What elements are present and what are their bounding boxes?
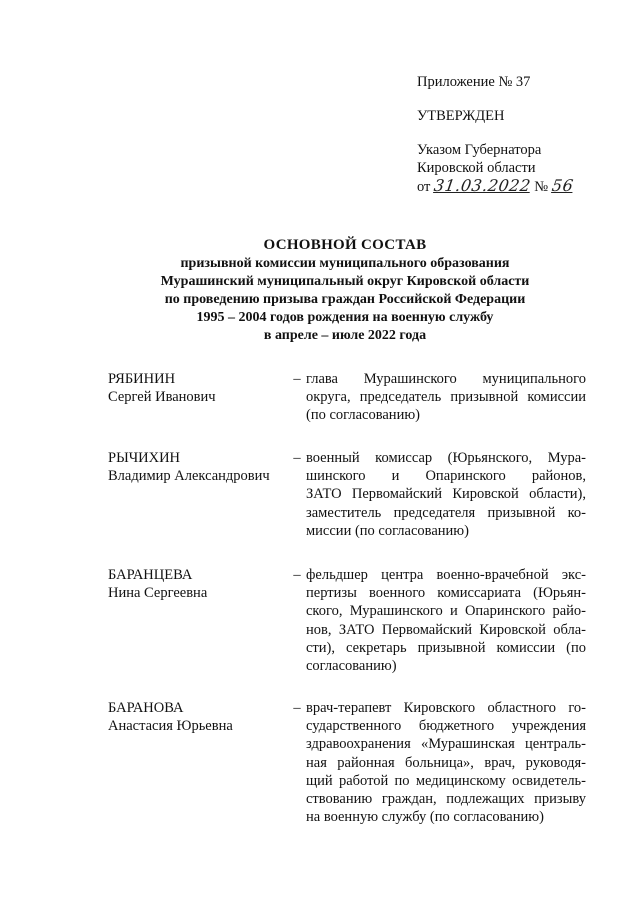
- member-dash: –: [293, 700, 301, 716]
- handwritten-date: 31.03.2022: [432, 176, 533, 195]
- member-role: [306, 449, 586, 540]
- title-line-4: 1995 – 2004 годов рождения на военную службу: [196, 310, 494, 325]
- member-given-name: Нина Сергеевна: [108, 585, 208, 602]
- member-dash: –: [293, 371, 301, 387]
- member-role: [306, 566, 586, 675]
- appendix-number: Приложение № 37: [417, 74, 531, 90]
- approval-block: [417, 73, 617, 196]
- title-line-5: в апреле – июле 2022 года: [263, 328, 427, 343]
- number-prefix: №: [534, 179, 549, 195]
- role-line: глава Мурашинского муниципального: [306, 371, 586, 387]
- role-line: на военную службу (по согласованию): [306, 809, 544, 826]
- member-given-name: Анастасия Юрьевна: [108, 718, 233, 735]
- role-line: сударственного бюджетного учреждения: [306, 718, 586, 735]
- title-main: ОСНОВНОЙ СОСТАВ: [263, 237, 427, 253]
- decree-line-1: Указом Губернатора: [417, 142, 542, 158]
- member-given-name: Владимир Александрович: [108, 468, 270, 485]
- role-line: миссии (по согласованию): [306, 522, 469, 539]
- date-prefix: от: [417, 179, 431, 195]
- role-line: ная районная больница», врач, руководя-: [306, 754, 586, 771]
- decree-date-line: [417, 177, 617, 196]
- role-line: пертизы военного комиссариата (Юрьян-: [306, 585, 586, 602]
- member-surname: РЫЧИХИН: [108, 450, 181, 466]
- role-line: нов, ЗАТО Первомайский Кировской обла-: [306, 621, 586, 638]
- role-line: ствованию граждан, подлежащих призыву: [306, 791, 586, 808]
- member-role: [306, 699, 586, 826]
- role-line: (по согласованию): [306, 407, 420, 424]
- member-dash: –: [293, 450, 301, 466]
- role-line: заместитель председателя призывной ко-: [306, 504, 586, 521]
- member-dash: –: [293, 567, 301, 583]
- role-line: согласованию): [306, 658, 397, 675]
- member-name: [108, 566, 293, 602]
- member-surname: БАРАНОВА: [108, 700, 184, 716]
- role-line: врач-терапевт Кировского областного го-: [306, 700, 586, 716]
- member-name: [108, 699, 293, 735]
- role-line: ЗАТО Первомайский Кировской области),: [306, 486, 586, 503]
- approved-stamp-text: УТВЕРЖДЕН: [417, 108, 505, 124]
- role-line: округа, председатель призывной комиссии: [306, 389, 586, 406]
- member-role: [306, 370, 586, 425]
- member-name: [108, 370, 293, 406]
- title-line-3: по проведению призыва граждан Российской Федерации: [164, 292, 526, 307]
- role-line: военный комиссар (Юрьянского, Мура-: [306, 450, 586, 466]
- member-name: [108, 449, 293, 485]
- role-line: шинского и Опаринского районов,: [306, 468, 586, 485]
- role-line: ского, Мурашинского и Опаринского райо-: [306, 603, 586, 620]
- role-line: щий работой по медицинскому освидетель-: [306, 772, 586, 789]
- decree-line-2: Кировской области: [417, 160, 536, 176]
- role-line: здравоохранения «Мурашинская централь-: [306, 736, 586, 753]
- handwritten-number: 56: [550, 176, 575, 195]
- title-line-2: Мурашинский муниципальный округ Кировской области: [160, 274, 530, 289]
- member-given-name: Сергей Иванович: [108, 389, 216, 406]
- role-line: сти), секретарь призывной комиссии (по: [306, 639, 586, 656]
- member-surname: РЯБИНИН: [108, 371, 176, 387]
- document-title: [60, 235, 630, 345]
- member-surname: БАРАНЦЕВА: [108, 567, 193, 583]
- title-line-1: призывной комиссии муниципального образования: [180, 256, 510, 271]
- role-line: фельдшер центра военно-врачебной экс-: [306, 567, 586, 583]
